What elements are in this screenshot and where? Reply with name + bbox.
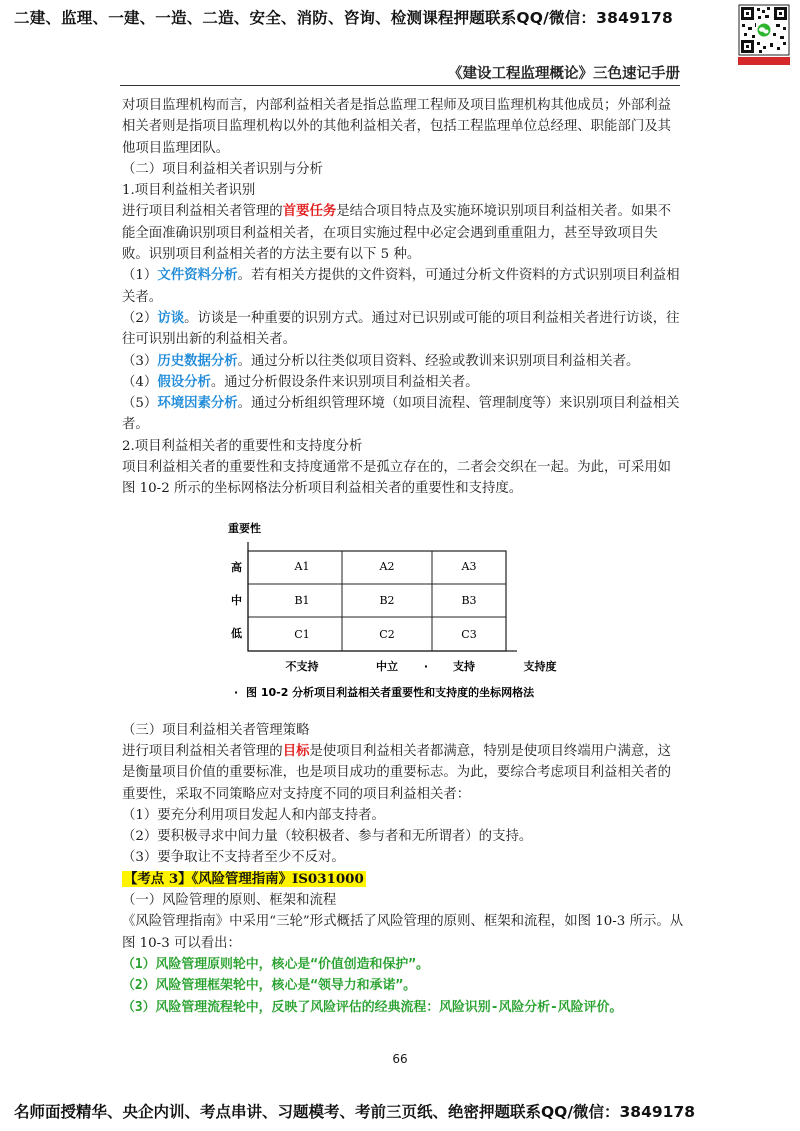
text-span: 。通过分析组织管理环境（如项目流程、管理制度等）来识别项目利益相关者。 bbox=[122, 396, 680, 433]
text-span: 进行项目利益相关者管理的 bbox=[122, 204, 283, 220]
col-dot: · bbox=[423, 659, 429, 673]
text-span: 。通过分析以往类似项目资料、经验或教训来识别项目利益相关者。 bbox=[237, 353, 640, 369]
strategy-item: （2）要积极寻求中间力量（较积极者、参与者和无所谓者）的支持。 bbox=[122, 829, 533, 845]
subsection-2-title: 2.项目利益相关者的重要性和支持度分析 bbox=[122, 438, 363, 454]
section-3-title: （三）项目利益相关者管理策略 bbox=[122, 722, 310, 738]
grid-cell: C2 bbox=[379, 627, 395, 641]
kaodian-heading bbox=[122, 869, 684, 890]
grid-cell: B2 bbox=[379, 593, 395, 607]
header-title: 《建设工程监理概论》三色速记手册 bbox=[448, 65, 680, 82]
subsection-1-title: 1.项目利益相关者识别 bbox=[122, 183, 256, 199]
top-banner: 二建、监理、一建、一造、二造、安全、消防、咨询、检测课程押题联系QQ/微信：3849178 bbox=[14, 9, 674, 27]
col-label-supportive: 支持 bbox=[453, 659, 475, 673]
intro-paragraph: 对项目监理机构而言，内部利益相关者是指总监理工程师及项目监理机构其他成员；外部利益相关者则是指项目监理机构以外的其他利益相关者，包括工程监理单位总经理、职能部门及其他项目监理团队。 bbox=[122, 98, 672, 156]
item-prefix: （1） bbox=[122, 268, 158, 284]
row-label-mid: 中 bbox=[231, 593, 242, 607]
key-term-blue: 历史数据分析 bbox=[157, 352, 238, 369]
text-span: 是使项目利益相关者都满意，特别是使项目终端用户满意，这是衡量项目价值的重要标准，也是项目成功的重要标志。为此，要综合考虑项目利益相关者的重要性，采取不同策略应对支持度不同的项目利益相关者： bbox=[122, 743, 672, 802]
item-prefix: （2） bbox=[122, 310, 158, 326]
page-content bbox=[122, 95, 684, 1018]
key-term-red: 目标 bbox=[282, 742, 310, 759]
grid-cell: A3 bbox=[461, 559, 477, 573]
strategy-paragraph bbox=[122, 741, 684, 805]
method-item bbox=[122, 308, 684, 351]
identify-paragraph bbox=[122, 201, 684, 265]
risk-point: （3）风险管理流程轮中，反映了风险评估的经典流程：风险识别-风险分析-风险评价。 bbox=[122, 999, 623, 1015]
risk-point: （2）风险管理框架轮中，核心是“领导力和承诺”。 bbox=[122, 978, 416, 994]
risk-point: （1）风险管理原则轮中，核心是“价值创造和保护”。 bbox=[122, 956, 429, 972]
method-item bbox=[122, 393, 684, 436]
bottom-banner: 名师面授精华、央企内训、考点串讲、习题模考、考前三页纸、绝密押题联系QQ/微信：3849178 bbox=[14, 1103, 696, 1121]
method-item bbox=[122, 265, 684, 308]
key-term-red: 首要任务 bbox=[282, 203, 337, 220]
y-axis-label: 重要性 bbox=[228, 521, 261, 535]
grid-cell: B1 bbox=[294, 593, 310, 607]
grid-cell: A1 bbox=[294, 559, 310, 573]
text-span: 进行项目利益相关者管理的 bbox=[122, 743, 283, 759]
grid-cell: B3 bbox=[461, 593, 477, 607]
item-prefix: （3） bbox=[122, 353, 158, 369]
strategy-item: （3）要争取让不支持者至少不反对。 bbox=[122, 850, 345, 866]
header-divider bbox=[120, 85, 680, 86]
key-term-blue: 环境因素分析 bbox=[157, 395, 238, 412]
method-item bbox=[122, 372, 684, 393]
risk-paragraph: 《风险管理指南》中采用“三轮”形式概括了风险管理的原则、框架和流程，如图 10-3 所示。从图 10-3 可以看出： bbox=[122, 914, 684, 951]
key-term-blue: 假设分析 bbox=[157, 373, 211, 390]
text-span: 是结合项目特点及实施环境识别项目利益相关者。如果不能全面准确识别项目利益相关者，在项目实施过程中必定会遇到重重阻力，甚至导致项目失败。识别项目利益相关者的方法主要有以下 5 种。 bbox=[122, 204, 672, 263]
item-prefix: （4） bbox=[122, 374, 158, 390]
section-2-title: （二）项目利益相关者识别与分析 bbox=[122, 161, 323, 177]
strategy-item: （1）要充分利用项目发起人和内部支持者。 bbox=[122, 807, 385, 823]
row-label-low: 低 bbox=[231, 626, 242, 640]
qr-code-icon bbox=[736, 2, 792, 66]
item-prefix: （5） bbox=[122, 396, 158, 412]
risk-section-title: （一）风险管理的原则、框架和流程 bbox=[122, 893, 337, 909]
caption-dot: · bbox=[234, 685, 239, 699]
grid-cell: A2 bbox=[379, 559, 395, 573]
kaodian-highlight: 【考点 3】《风险管理指南》IS031000 bbox=[124, 870, 364, 887]
text-span: 。访谈是一种重要的识别方式。通过对已识别或可能的项目利益相关者进行访谈，往往可识别出新的利益相关者。 bbox=[122, 310, 680, 348]
col-label-unsupportive: 不支持 bbox=[285, 659, 319, 673]
importance-paragraph: 项目利益相关者的重要性和支持度通常不是孤立存在的，二者会交织在一起。为此，可采用如图 10-2 所示的坐标网格法分析项目利益相关者的重要性和支持度。 bbox=[122, 460, 672, 497]
text-span: 。若有相关方提供的文件资料，可通过分析文件资料的方式识别项目利益相关者。 bbox=[122, 268, 680, 305]
figure-caption: 图 10-2 分析项目利益相关者重要性和支持度的坐标网格法 bbox=[246, 685, 535, 699]
x-axis-label: 支持度 bbox=[523, 659, 557, 673]
grid-cell: C3 bbox=[461, 627, 477, 641]
row-label-high: 高 bbox=[231, 560, 242, 574]
col-label-neutral: 中立 bbox=[376, 659, 398, 673]
method-item bbox=[122, 351, 684, 372]
key-term-blue: 访谈 bbox=[157, 309, 185, 326]
text-span: 。通过分析假设条件来识别项目利益相关者。 bbox=[210, 374, 479, 390]
grid-cell: C1 bbox=[294, 627, 310, 641]
key-term-blue: 文件资料分析 bbox=[157, 267, 238, 284]
stakeholder-grid-figure bbox=[122, 514, 684, 714]
page-number: 66 bbox=[392, 1052, 408, 1066]
grid-diagram bbox=[122, 514, 684, 714]
